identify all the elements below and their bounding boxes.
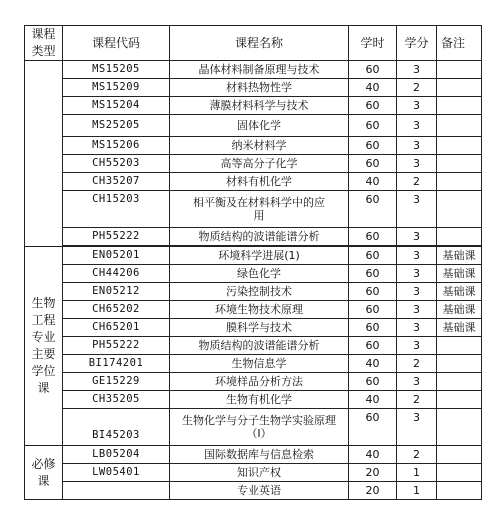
course-name: 高等高分子化学 <box>170 155 349 173</box>
course-code: BI174201 <box>63 355 170 373</box>
course-code: CH65202 <box>63 301 170 319</box>
course-name: 固体化学 <box>170 115 349 137</box>
course-note <box>437 446 482 464</box>
course-hours: 60 <box>349 61 397 79</box>
course-hours: 60 <box>349 409 397 446</box>
course-credits: 3 <box>397 155 437 173</box>
table-row <box>25 446 482 464</box>
course-note <box>437 191 482 228</box>
course-name: 生物化学与分子生物学实验原理（I） <box>170 409 349 446</box>
course-name: 环境生物技术原理 <box>170 301 349 319</box>
course-hours: 40 <box>349 173 397 191</box>
course-name: 物质结构的波谱能谱分析 <box>170 337 349 355</box>
course-note <box>437 155 482 173</box>
course-hours: 60 <box>349 155 397 173</box>
course-credits: 3 <box>397 319 437 337</box>
header-code: 课程代码 <box>63 26 170 61</box>
table-row <box>25 373 482 391</box>
course-hours: 60 <box>349 373 397 391</box>
course-note <box>437 115 482 137</box>
course-note: 基础课 <box>437 301 482 319</box>
course-credits: 3 <box>397 61 437 79</box>
table-row <box>25 283 482 301</box>
course-name: 薄膜材料科学与技术 <box>170 97 349 115</box>
course-note <box>437 337 482 355</box>
course-code: CH55203 <box>63 155 170 173</box>
table-row <box>25 464 482 482</box>
course-code <box>63 482 170 500</box>
course-name: 膜科学与技术 <box>170 319 349 337</box>
table-row <box>25 97 482 115</box>
course-note: 基础课 <box>437 319 482 337</box>
course-code: EN05212 <box>63 283 170 301</box>
course-note: 基础课 <box>437 283 482 301</box>
course-type-cell: 生物工程专业主要学位课 <box>25 247 63 446</box>
course-hours: 60 <box>349 337 397 355</box>
course-credits: 3 <box>397 337 437 355</box>
course-credits: 2 <box>397 79 437 97</box>
course-code: CH44206 <box>63 265 170 283</box>
table-row <box>25 79 482 97</box>
header-type: 课程类型 <box>25 26 63 61</box>
course-credits: 1 <box>397 464 437 482</box>
header-credits: 学分 <box>397 26 437 61</box>
course-hours: 60 <box>349 228 397 246</box>
course-note <box>437 228 482 246</box>
table-row <box>25 155 482 173</box>
course-name: 知识产权 <box>170 464 349 482</box>
course-hours: 40 <box>349 391 397 409</box>
table-row <box>25 301 482 319</box>
table-row <box>25 355 482 373</box>
table-row <box>25 173 482 191</box>
course-note <box>437 373 482 391</box>
course-code: MS15205 <box>63 61 170 79</box>
course-hours: 60 <box>349 97 397 115</box>
course-code: MS15204 <box>63 97 170 115</box>
course-hours: 60 <box>349 265 397 283</box>
course-note <box>437 391 482 409</box>
table-row <box>25 391 482 409</box>
course-code: LW05401 <box>63 464 170 482</box>
course-name: 晶体材料制备原理与技术 <box>170 61 349 79</box>
course-credits: 3 <box>397 191 437 228</box>
course-code: CH35205 <box>63 391 170 409</box>
course-code: MS15209 <box>63 79 170 97</box>
course-credits: 3 <box>397 228 437 246</box>
course-hours: 60 <box>349 319 397 337</box>
course-hours: 60 <box>349 247 397 265</box>
course-hours: 60 <box>349 283 397 301</box>
course-code: GE15229 <box>63 373 170 391</box>
course-name: 生物有机化学 <box>170 391 349 409</box>
course-note <box>437 409 482 446</box>
course-hours: 40 <box>349 79 397 97</box>
course-credits: 3 <box>397 137 437 155</box>
course-credits: 3 <box>397 97 437 115</box>
course-name: 材料有机化学 <box>170 173 349 191</box>
course-credits: 2 <box>397 173 437 191</box>
table-row <box>25 337 482 355</box>
course-hours: 20 <box>349 464 397 482</box>
course-credits: 3 <box>397 283 437 301</box>
course-type-cell: 必修课 <box>25 446 63 500</box>
table-row <box>25 191 482 228</box>
course-credits: 3 <box>397 265 437 283</box>
header-name: 课程名称 <box>170 26 349 61</box>
course-hours: 40 <box>349 446 397 464</box>
course-code: CH15203 <box>63 191 170 228</box>
course-name: 国际数据库与信息检索 <box>170 446 349 464</box>
header-row <box>25 26 482 61</box>
course-note: 基础课 <box>437 265 482 283</box>
table-row <box>25 228 482 246</box>
course-code: PH55222 <box>63 337 170 355</box>
course-credits: 2 <box>397 391 437 409</box>
course-note <box>437 137 482 155</box>
course-name: 污染控制技术 <box>170 283 349 301</box>
course-name: 相平衡及在材料科学中的应用 <box>170 191 349 228</box>
course-credits: 2 <box>397 446 437 464</box>
course-credits: 2 <box>397 355 437 373</box>
course-hours: 60 <box>349 115 397 137</box>
course-code: EN05201 <box>63 247 170 265</box>
course-name: 绿色化学 <box>170 265 349 283</box>
course-name: 生物信息学 <box>170 355 349 373</box>
course-credits: 1 <box>397 482 437 500</box>
course-note <box>437 482 482 500</box>
course-code: CH35207 <box>63 173 170 191</box>
course-note <box>437 61 482 79</box>
course-code: MS15206 <box>63 137 170 155</box>
course-credits: 3 <box>397 115 437 137</box>
course-name: 环境样品分析方法 <box>170 373 349 391</box>
course-name: 纳米材料学 <box>170 137 349 155</box>
course-hours: 20 <box>349 482 397 500</box>
course-note <box>437 173 482 191</box>
course-note: 基础课 <box>437 247 482 265</box>
course-code: MS25205 <box>63 115 170 137</box>
course-type-cell <box>25 61 63 247</box>
course-code: CH65201 <box>63 319 170 337</box>
table-row <box>25 265 482 283</box>
course-table <box>24 25 482 500</box>
table-row <box>25 319 482 337</box>
header-hours: 学时 <box>349 26 397 61</box>
table-row <box>25 115 482 137</box>
header-notes: 备注 <box>437 26 482 61</box>
course-credits: 3 <box>397 301 437 319</box>
course-hours: 60 <box>349 191 397 228</box>
table-row <box>25 409 482 446</box>
course-credits: 3 <box>397 373 437 391</box>
table-row <box>25 61 482 79</box>
course-note <box>437 79 482 97</box>
course-code: BI45203 <box>63 409 170 446</box>
course-credits: 3 <box>397 409 437 446</box>
course-note <box>437 355 482 373</box>
course-name: 物质结构的波谱能谱分析 <box>170 228 349 246</box>
course-name: 环境科学进展(1) <box>170 247 349 265</box>
table-row <box>25 137 482 155</box>
table-row <box>25 247 482 265</box>
course-code: LB05204 <box>63 446 170 464</box>
course-note <box>437 97 482 115</box>
course-hours: 60 <box>349 137 397 155</box>
course-credits: 3 <box>397 247 437 265</box>
course-name: 材料热物性学 <box>170 79 349 97</box>
course-code: PH55222 <box>63 228 170 246</box>
course-hours: 40 <box>349 355 397 373</box>
course-note <box>437 464 482 482</box>
table-row <box>25 482 482 500</box>
course-name: 专业英语 <box>170 482 349 500</box>
course-hours: 60 <box>349 301 397 319</box>
